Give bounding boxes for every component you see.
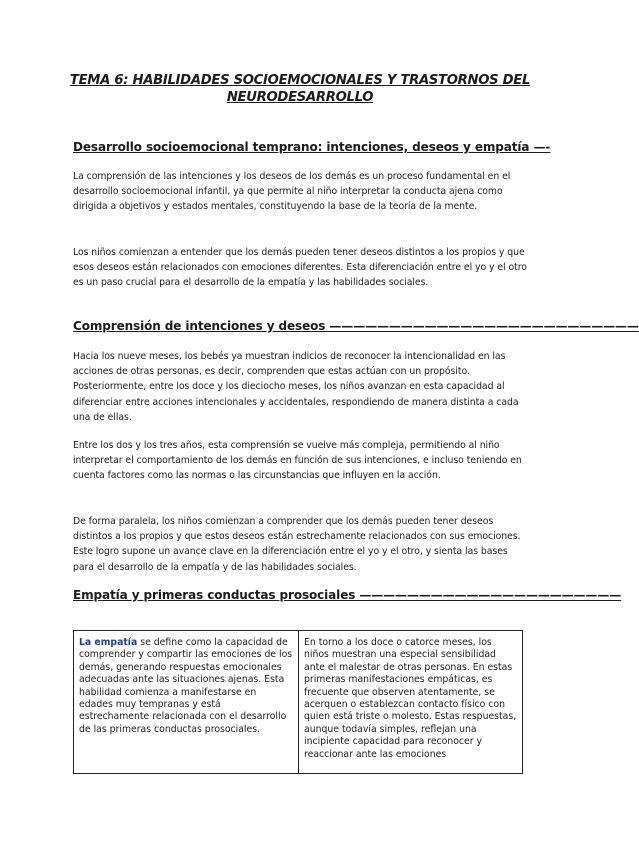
table-cell-right: En torno a los doce o catorce meses, los niños muestran una especial sensibilidad ante el malestar de otras personas. En estas primeras manifestaciones empáticas, es frecuente que observen atentamente, se acerquen o establezcan contacto físico con quien está triste o molesto. Estas respuestas, aunque todavía simples, reflejan una incipiente capacidad para reconocer y reaccionar ante las emociones — [304, 637, 517, 760]
paragraph: Entre los dos y los tres años, esta comprensión se vuelve más compleja, permitiendo al niño interpretar el comportamiento de los demás en función de sus intenciones, e incluso teniendo en cuenta factores como las normas o las circunstancias que influyen en la acción. — [73, 440, 522, 482]
paragraph: La comprensión de las intenciones y los deseos de los demás es un proceso fundamental en el desarrollo socioemocional infantil, ya que permite al niño interpretar la conducta ajena como dirigida a objetivos y estados mentales, constituyendo la base de la teoría de la mente. — [73, 171, 511, 213]
document-title: TEMA 6: HABILIDADES SOCIOEMOCIONALES Y TRASTORNOS DEL NEURODESARROLLO — [69, 73, 531, 105]
section-heading-empatia: Empatía y primeras conductas prosociales —————————————————————— — [73, 588, 622, 602]
table-cell-left — [74, 631, 299, 773]
empathy-table — [73, 630, 523, 774]
paragraph: Los niños comienzan a entender que los demás pueden tener deseos distintos a los propios y que esos deseos están relacionados con emociones diferentes. Esta diferenciación entre el yo y el otro es un paso crucial para el desarrollo de la empatía y las habilidades sociales. — [73, 247, 527, 289]
section-heading-intenciones: Comprensión de intenciones y deseos —————————————————————————— — [73, 319, 639, 333]
paragraph: De forma paralela, los niños comienzan a comprender que los demás pueden tener deseos distintos a los propios y que estos deseos están estrechamente relacionados con sus emociones. Este logro supone un avance clave en la diferenciación entre el yo y el otro, y sienta las bases para el desarrollo de la empatía y de las habilidades sociales. — [73, 516, 521, 573]
empathy-term: La empatía — [79, 637, 138, 648]
section-heading-desarrollo: Desarrollo socioemocional temprano: intenciones, deseos y empatía —- — [73, 140, 551, 154]
paragraph: Hacia los nueve meses, los bebés ya muestran indicios de reconocer la intencionalidad en las acciones de otras personas, es decir, comprenden que estas actúan con un propósito. Posteriormente, entre los doce y los dieciocho meses, los niños avanzan en esta capacidad al diferenciar entre acciones intencionales y accidentales, respondiendo de manera distinta a cada una de ellas. — [73, 351, 519, 423]
table-cell-left-text: se define como la capacidad de comprender y compartir las emociones de los demás, generando respuestas emocionales adecuadas ante las situaciones ajenas. Esta habilidad comienza a manifestarse en edades muy tempranas y está estrechamente relacionada con el desarrollo de las primeras conductas prosociales. — [79, 637, 293, 735]
